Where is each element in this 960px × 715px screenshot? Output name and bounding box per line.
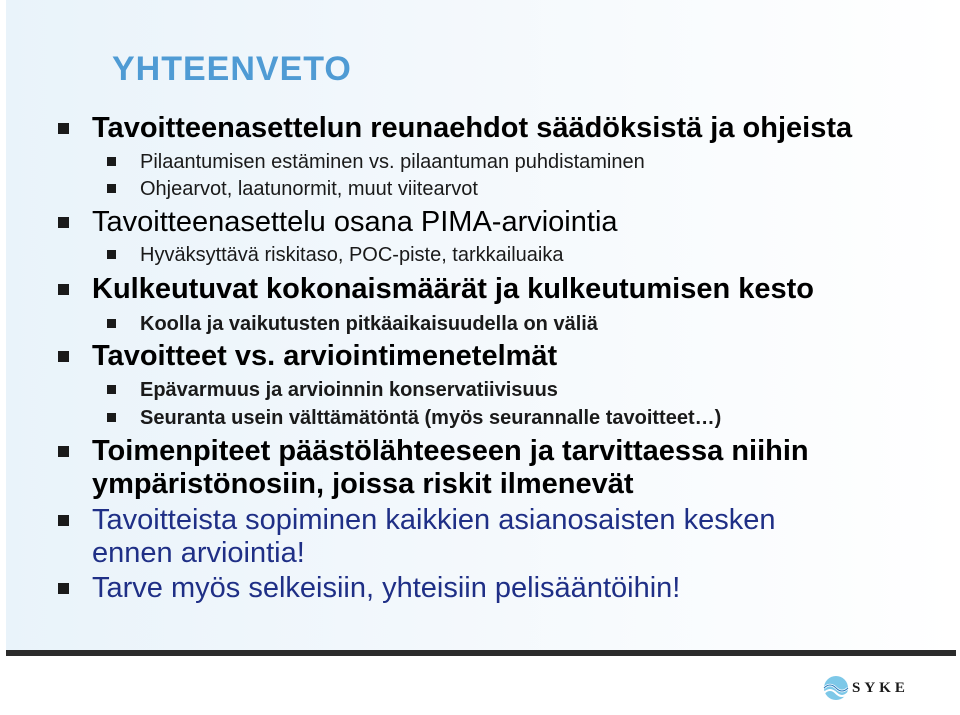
bullet-item-1 <box>92 112 852 145</box>
bullet-item-4a <box>140 378 558 402</box>
bullet-text: Hyväksyttävä riskitaso, POC-piste, tarkkailuaika <box>140 244 564 266</box>
square-bullet-icon <box>107 184 116 193</box>
bullet-item-1b <box>140 177 478 201</box>
bullet-item-7 <box>92 572 680 605</box>
bullet-text: Tarve myös selkeisiin, yhteisiin pelisääntöihin! <box>92 572 681 604</box>
bullet-text: Seuranta usein välttämätöntä (myös seurannalle tavoitteet…) <box>140 407 722 429</box>
bullet-text: Tavoitteenasettelu osana PIMA-arviointia <box>92 206 618 238</box>
square-bullet-icon <box>107 413 116 422</box>
square-bullet-icon <box>107 157 116 166</box>
bullet-text: Tavoitteet vs. arviointimenetelmät <box>92 340 558 372</box>
bullet-item-6 <box>92 504 775 570</box>
bullet-item-2a <box>140 243 563 267</box>
square-bullet-icon <box>107 250 116 259</box>
slide-divider <box>6 650 956 656</box>
square-bullet-icon <box>58 515 69 526</box>
slide-title: YHTEENVETO <box>112 50 352 88</box>
bullet-text: Pilaantumisen estäminen vs. pilaantuman puhdistaminen <box>140 151 645 173</box>
bullet-item-5 <box>92 435 809 501</box>
bullet-item-4b <box>140 406 721 430</box>
square-bullet-icon <box>58 217 69 228</box>
square-bullet-icon <box>58 351 69 362</box>
square-bullet-icon <box>58 123 69 134</box>
bullet-text: Tavoitteista sopiminen kaikkien asianosaisten kesken <box>92 504 776 536</box>
bullet-item-3 <box>92 273 814 306</box>
bullet-text: Toimenpiteet päästölähteeseen ja tarvittaessa niihin <box>92 435 809 467</box>
square-bullet-icon <box>58 284 69 295</box>
bullet-item-2 <box>92 206 618 239</box>
square-bullet-icon <box>107 319 116 328</box>
logo-text: SYKE <box>852 680 909 696</box>
bullet-text: Epävarmuus ja arvioinnin konservatiivisuus <box>140 379 558 401</box>
square-bullet-icon <box>58 583 69 594</box>
square-bullet-icon <box>58 446 69 457</box>
bullet-text: Kulkeutuvat kokonaismäärät ja kulkeutumisen kesto <box>92 273 815 305</box>
bullet-text: Tavoitteenasettelun reunaehdot säädöksistä ja ohjeista <box>92 112 853 144</box>
square-bullet-icon <box>107 385 116 394</box>
bullet-item-4 <box>92 340 557 373</box>
bullet-item-3a <box>140 312 598 336</box>
bullet-text: Ohjearvot, laatunormit, muut viitearvot <box>140 178 478 200</box>
bullet-item-1a <box>140 150 645 174</box>
bullet-text-continued: ennen arviointia! <box>92 537 305 569</box>
bullet-text-continued: ympäristönosiin, joissa riskit ilmenevät <box>92 468 634 500</box>
bullet-text: Koolla ja vaikutusten pitkäaikaisuudella on väliä <box>140 313 598 335</box>
